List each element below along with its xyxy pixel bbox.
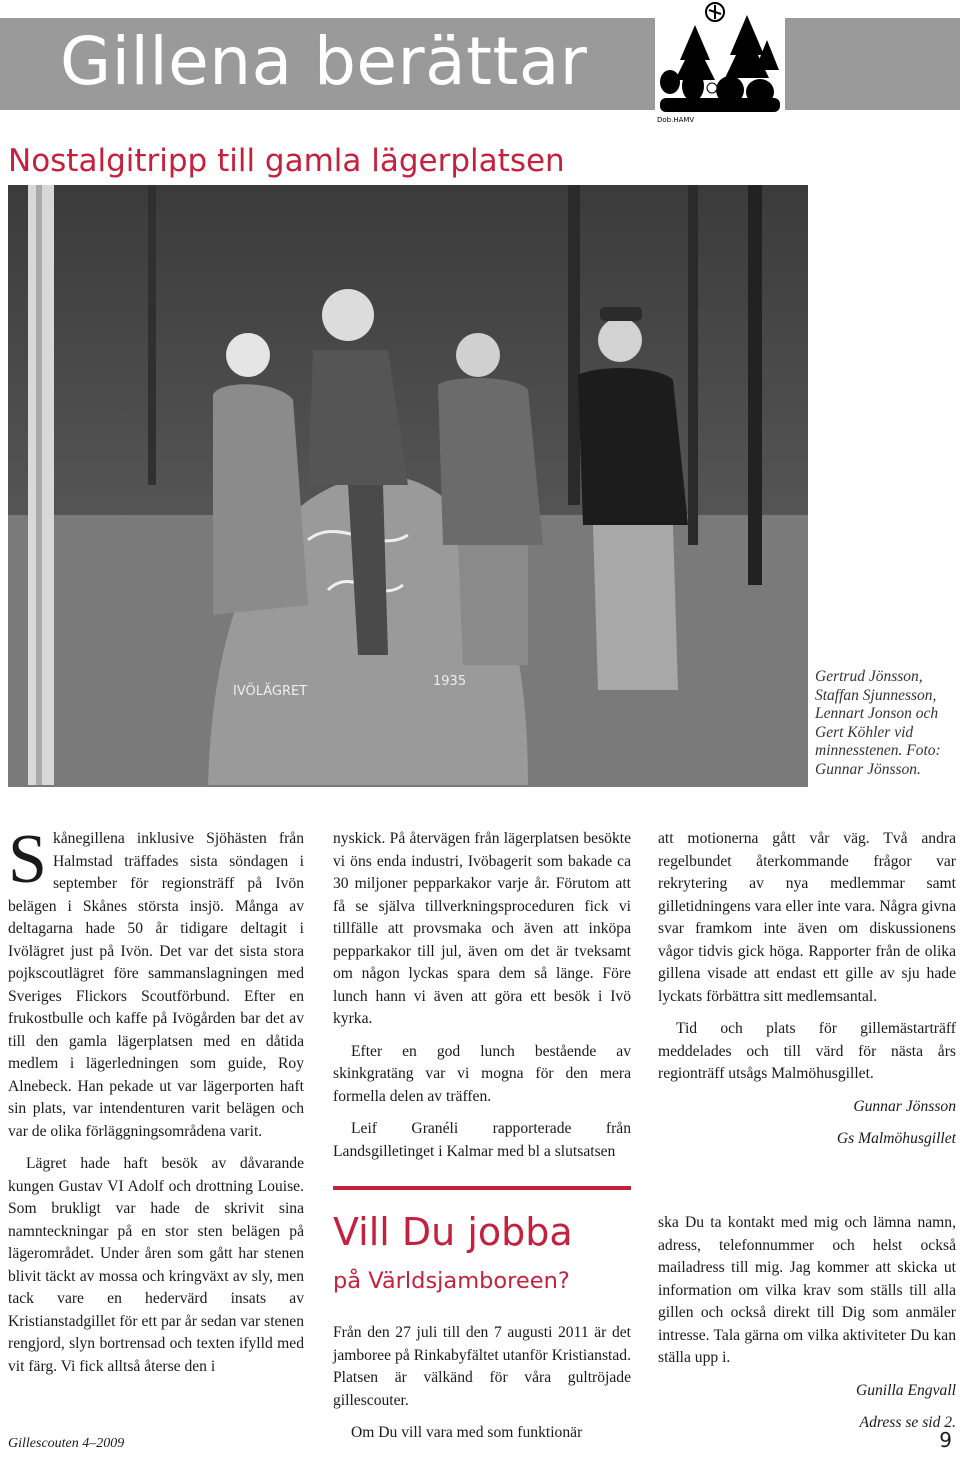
ad-contact-name: Gunilla Engvall xyxy=(855,1381,956,1399)
scout-campfire-logo-icon xyxy=(655,0,785,125)
drop-cap: S xyxy=(8,821,47,898)
publication-footer: Gillescouten 4–2009 xyxy=(8,1436,125,1451)
ad-divider xyxy=(333,1186,631,1190)
article-paragraph: Tid och plats för gillemästarträff meddelades och till värd för nästa års regionträff utsågs Malmöhusgillet. xyxy=(658,1020,956,1082)
section-title: Gillena berättar xyxy=(60,23,588,100)
ad-column-1 xyxy=(333,1322,631,1455)
header-banner xyxy=(0,0,960,130)
ad-subheadline: på Världsjamboreen? xyxy=(333,1268,570,1294)
group-photo xyxy=(8,185,808,787)
ad-paragraph: Från den 27 juli till den 7 augusti 2011 är det jamboree på Rinkabyfältet utanför Kristianstad. Platsen är välkänd för våra gultröjade gillescouter. xyxy=(333,1324,631,1409)
svg-text:IVÖLÄGRET: IVÖLÄGRET xyxy=(233,684,308,699)
article-column-1 xyxy=(8,821,304,1388)
article-column-2 xyxy=(333,828,631,1173)
article-headline: Nostalgitripp till gamla lägerplatsen xyxy=(8,143,565,179)
page-number: 9 xyxy=(939,1428,952,1452)
article-paragraph: Leif Granéli rapporterade från Landsgilletinget i Kalmar med bl a slutsatsen xyxy=(333,1120,631,1160)
article-paragraph: nyskick. På återvägen från lägerplatsen besökte vi öns enda industri, Ivöbagerit som bakade ca 30 miljoner pepparkakor varje år. Förutom att få se själva tillverkningsproceduren fick vi tillfälle att provsmaka och även att inköpa pepparkakor till jul, även om det är tveksamt om någon lyckas spara dem så länge. Före lunch hann vi även att göra ett besök i Ivö kyrka. xyxy=(333,830,631,1027)
svg-text:Dob.HAMV: Dob.HAMV xyxy=(657,116,695,124)
svg-text:1935: 1935 xyxy=(433,674,467,689)
author-name: Gunnar Jönsson xyxy=(853,1097,956,1115)
article-paragraph: Efter en god lunch bestående av skinkgratäng var vi mogna för den mera formella delen av träffen. xyxy=(333,1042,631,1105)
article-paragraph: Lägret hade haft besök av dåvarande kungen Gustav VI Adolf och drottning Louise. Som brukligt var hade de skrivit sina namnteckningar på en stor sten belägen på lägerområdet. Under åren som gått har stenen blivit täckt av mossa och kringväxt av sly, men tack vare en hedervärd insats av Kristianstadgillet för ett par år sedan var stenen rengjord, slyn bortrensad och texten ifylld med vit färg. Vi fick alltså återse den i xyxy=(8,1155,304,1375)
author-org: Gs Malmöhusgillet xyxy=(836,1130,956,1147)
ad-paragraph: Om Du vill vara med som funktionär xyxy=(351,1424,583,1441)
article-paragraph: att motionerna gått vår väg. Två andra regelbundet återkommande frågor var rekrytering av nya medlemmar samt gilletidningens vara eller inte vara. Några givna svar framkom inte även om diskussionens vågor tidvis gick höga. Rapporter från de olika gillena visade att endast ett gille av sju hade lyckats förbättra sitt medlemsantal. xyxy=(658,830,956,1005)
ad-paragraph: ska Du ta kontakt med mig och lämna namn, adress, telefonnummer och helst också mailadress till mig. Jag kommer att skicka ut information om vilka krav som ställs till alla gillen och också direkt till Dig som anmäler intresse. Tala gärna om vilka aktiviteter Du kan ställa upp i. xyxy=(658,1214,956,1366)
ad-headline: Vill Du jobba xyxy=(333,1210,573,1254)
article-paragraph: Skånegillena inklusive Sjöhästen från Halmstad träffades sista söndagen i september för regionsträff på Ivön belägen i Skånes största insjö. Många av deltagarna hade 50 år tidigare deltagit i Ivölägret just på Ivön. Det var det sista stora pojkscoutlägret före sammanslagningen med Sveriges Flickors Scoutförbund. Efter en frukostbulle och kaffe på Ivögården bar det av till den gamla lägerplatsen med en dåtida medlem i lägerledningen som guide, Roy Alnebeck. Han pekade ut var lägerporten haft sin plats, var intendenturen varit belägen och var de olika förläggningsområdena varit. xyxy=(8,821,304,1140)
ad-contact-address: Adress se sid 2. xyxy=(859,1414,956,1431)
photo-caption: Gertrud Jönsson, Staffan Sjunnesson, Lennart Jonson och Gert Köhler vid minnesstenen. Foto: Gunnar Jönsson. xyxy=(815,668,941,778)
article-column-3 xyxy=(658,828,956,1161)
ad-column-2 xyxy=(658,1212,956,1445)
